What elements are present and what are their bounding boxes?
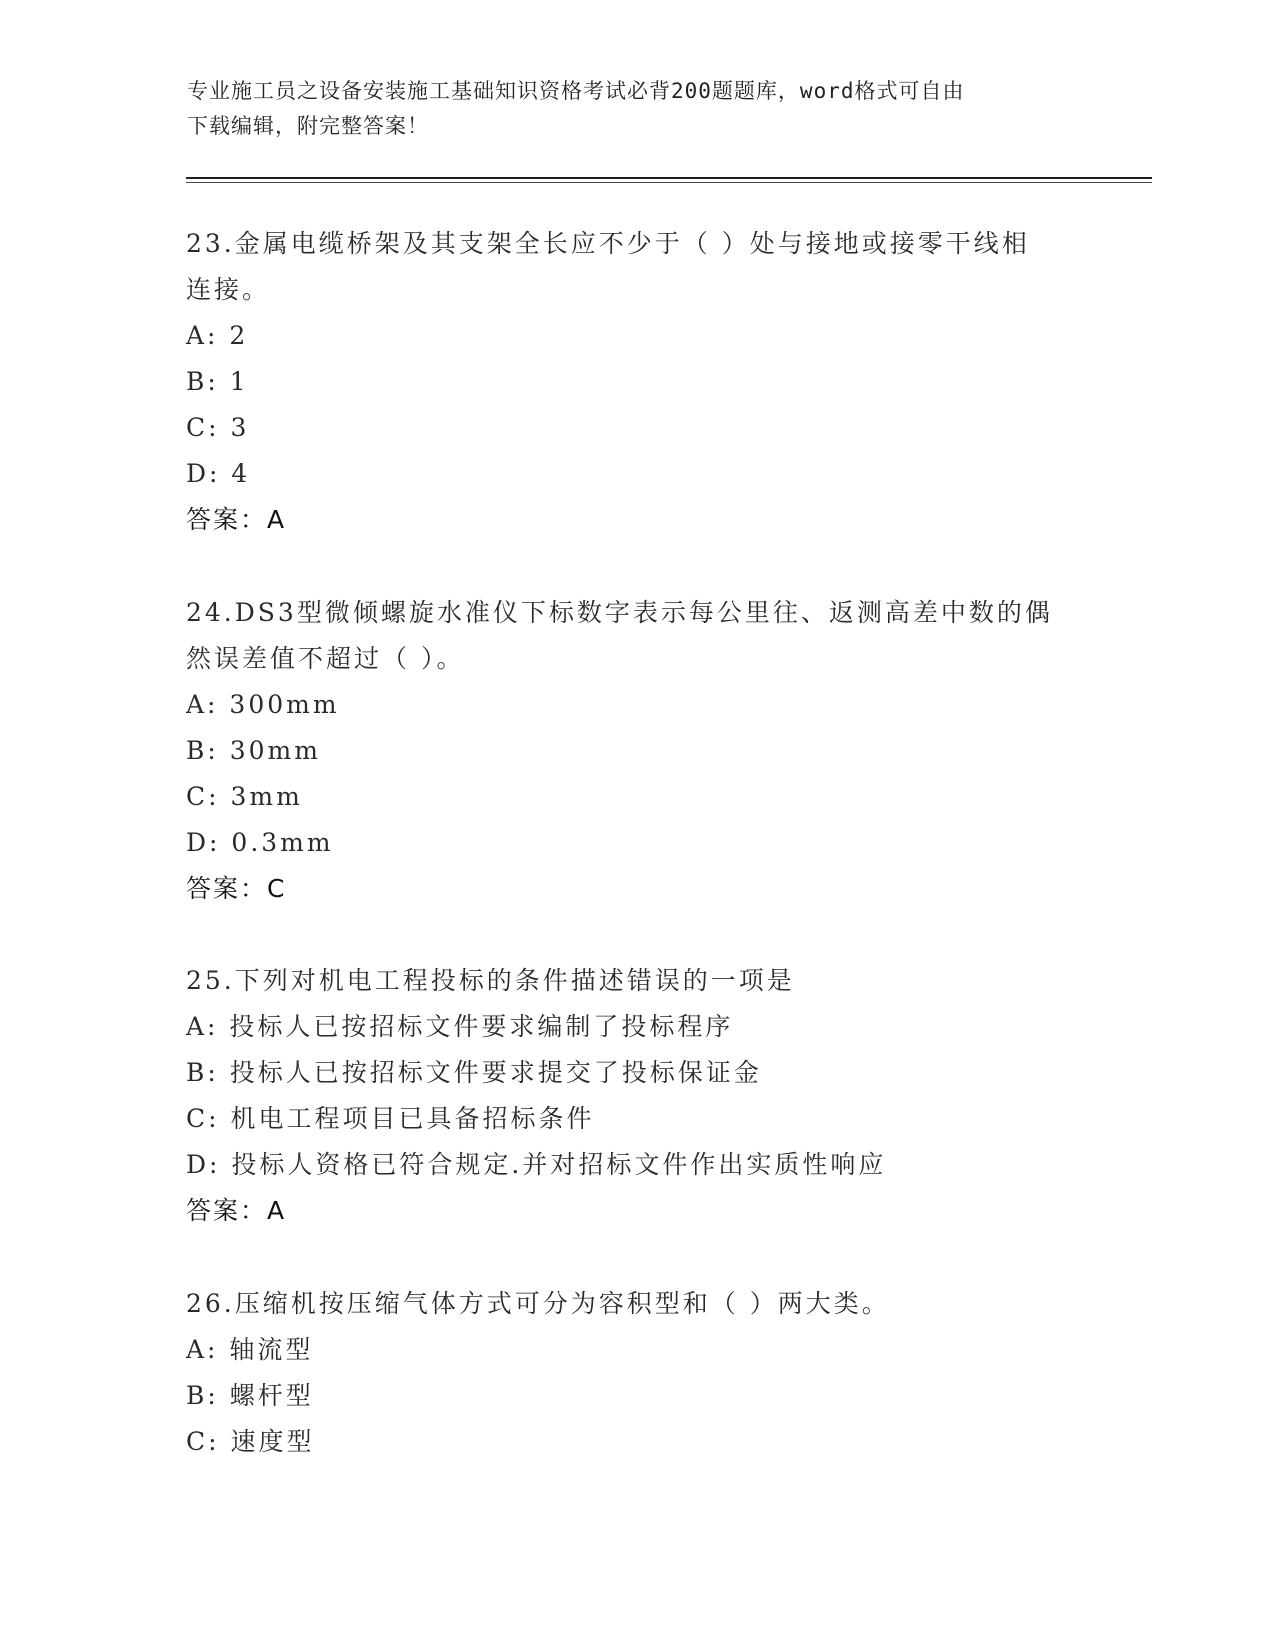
- header-line-2: 下载编辑，附完整答案！: [187, 114, 429, 138]
- question-stem-line: 26.压缩机按压缩气体方式可分为容积型和（ ）两大类。: [186, 1289, 890, 1318]
- question-stem-line: 连接。: [186, 275, 271, 304]
- option-b: B: 1: [186, 367, 249, 396]
- option-a: A: 2: [186, 321, 249, 350]
- question-stem-line: 24.DS3型微倾螺旋水准仪下标数字表示每公里往、返测高差中数的偶: [186, 598, 1053, 627]
- header-line-1: 专业施工员之设备安装施工基础知识资格考试必背200题题库，word格式可自由: [187, 79, 965, 103]
- option-b: B: 投标人已按招标文件要求提交了投标保证金: [186, 1058, 762, 1087]
- question-26: [186, 1281, 1066, 1465]
- question-stem-line: 然误差值不超过（ ）。: [186, 644, 465, 673]
- answer-label: 答案：C: [186, 874, 287, 903]
- option-a: A: 轴流型: [186, 1335, 314, 1364]
- option-b: B: 螺杆型: [186, 1381, 314, 1410]
- header-divider-thin: [186, 182, 1152, 183]
- answer-label: 答案：A: [186, 505, 287, 534]
- option-c: C: 3mm: [186, 782, 303, 811]
- question-stem-line: 23.金属电缆桥架及其支架全长应不少于（ ）处与接地或接零干线相: [186, 229, 1030, 258]
- option-c: C: 3: [186, 413, 250, 442]
- option-a: A: 300mm: [186, 690, 340, 719]
- question-23: [186, 221, 1066, 543]
- document-header: [187, 74, 1067, 144]
- option-d: D: 投标人资格已符合规定.并对招标文件作出实质性响应: [186, 1150, 887, 1179]
- option-a: A: 投标人已按招标文件要求编制了投标程序: [186, 1012, 734, 1041]
- header-divider-thick: [186, 177, 1152, 179]
- option-d: D: 0.3mm: [186, 828, 334, 857]
- question-24: [186, 590, 1066, 912]
- answer-label: 答案：A: [186, 1196, 287, 1225]
- option-b: B: 30mm: [186, 736, 321, 765]
- question-25: [186, 958, 1066, 1234]
- option-d: D: 4: [186, 459, 251, 488]
- option-c: C: 机电工程项目已具备招标条件: [186, 1104, 595, 1133]
- question-stem-line: 25.下列对机电工程投标的条件描述错误的一项是: [186, 966, 795, 995]
- option-c: C: 速度型: [186, 1427, 315, 1456]
